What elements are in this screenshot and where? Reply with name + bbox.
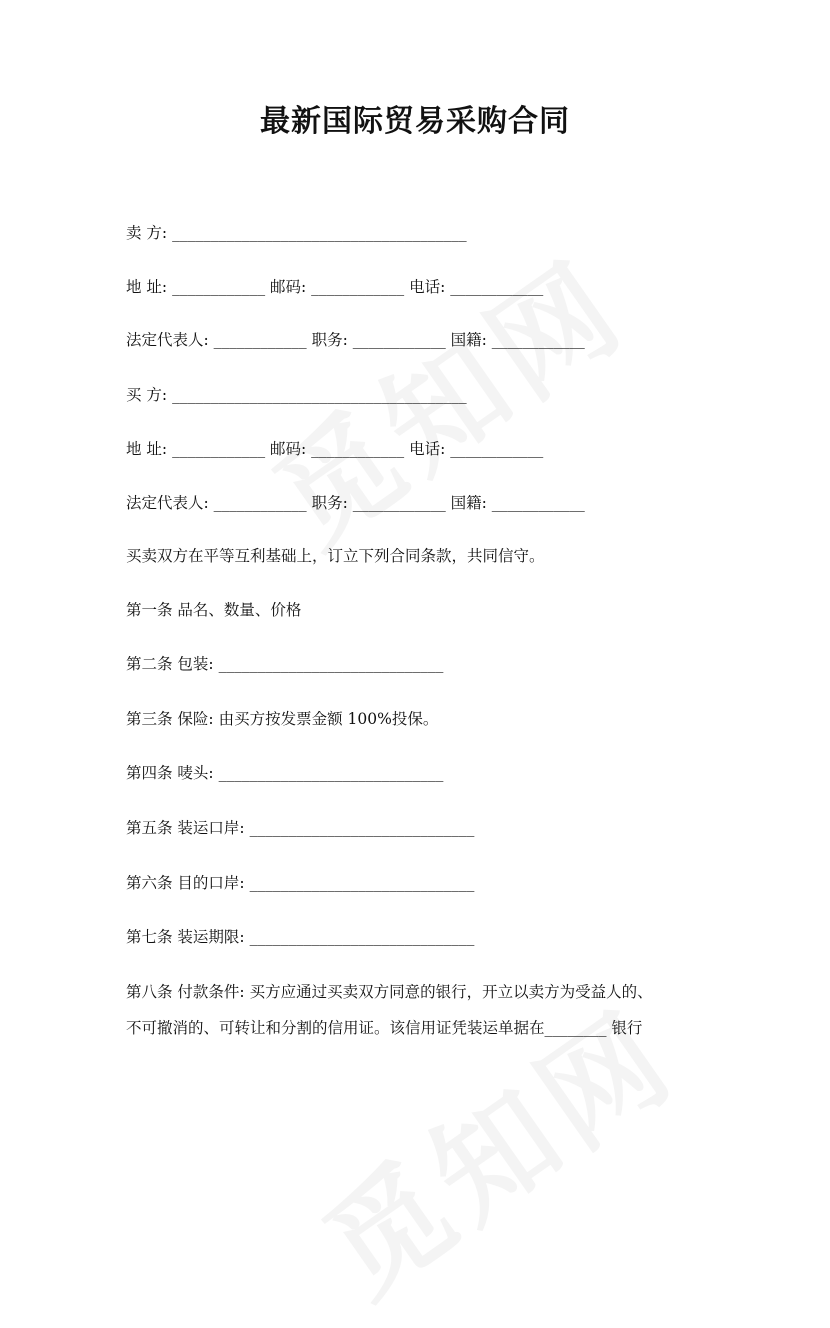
article-8: 第八条 付款条件: 买方应通过买卖双方同意的银行，开立以卖方为受益人的、 — [126, 983, 653, 1001]
article-4: 第四条 唛头: _____________________________ — [126, 764, 444, 782]
article-8-continued: 不可撤消的、可转让和分割的信用证。该信用证凭装运单据在________ 银行 — [126, 1019, 643, 1037]
article-7: 第七条 装运期限: _____________________________ — [126, 928, 475, 946]
article-3: 第三条 保险: 由买方按发票金额 100%投保。 — [126, 710, 439, 728]
article-2: 第二条 包装: _____________________________ — [126, 655, 444, 673]
buyer-representative-line: 法定代表人: ____________ 职务: ____________ 国籍: ____________ — [126, 494, 585, 512]
preamble-paragraph: 买卖双方在平等互利基础上，订立下列合同条款，共同信守。 — [126, 547, 545, 565]
seller-address-line: 地 址: ____________ 邮码: ____________ 电话: ____________ — [126, 278, 544, 296]
buyer-line: 买 方: ______________________________________ — [126, 386, 467, 404]
seller-representative-line: 法定代表人: ____________ 职务: ____________ 国籍: ____________ — [126, 331, 585, 349]
article-6: 第六条 目的口岸: _____________________________ — [126, 874, 475, 892]
article-5: 第五条 装运口岸: _____________________________ — [126, 819, 475, 837]
seller-line: 卖 方: ______________________________________ — [126, 224, 467, 242]
article-1: 第一条 品名、数量、价格 — [126, 601, 302, 619]
document-title: 最新国际贸易采购合同 — [260, 104, 570, 139]
buyer-address-line: 地 址: ____________ 邮码: ____________ 电话: ____________ — [126, 440, 544, 458]
